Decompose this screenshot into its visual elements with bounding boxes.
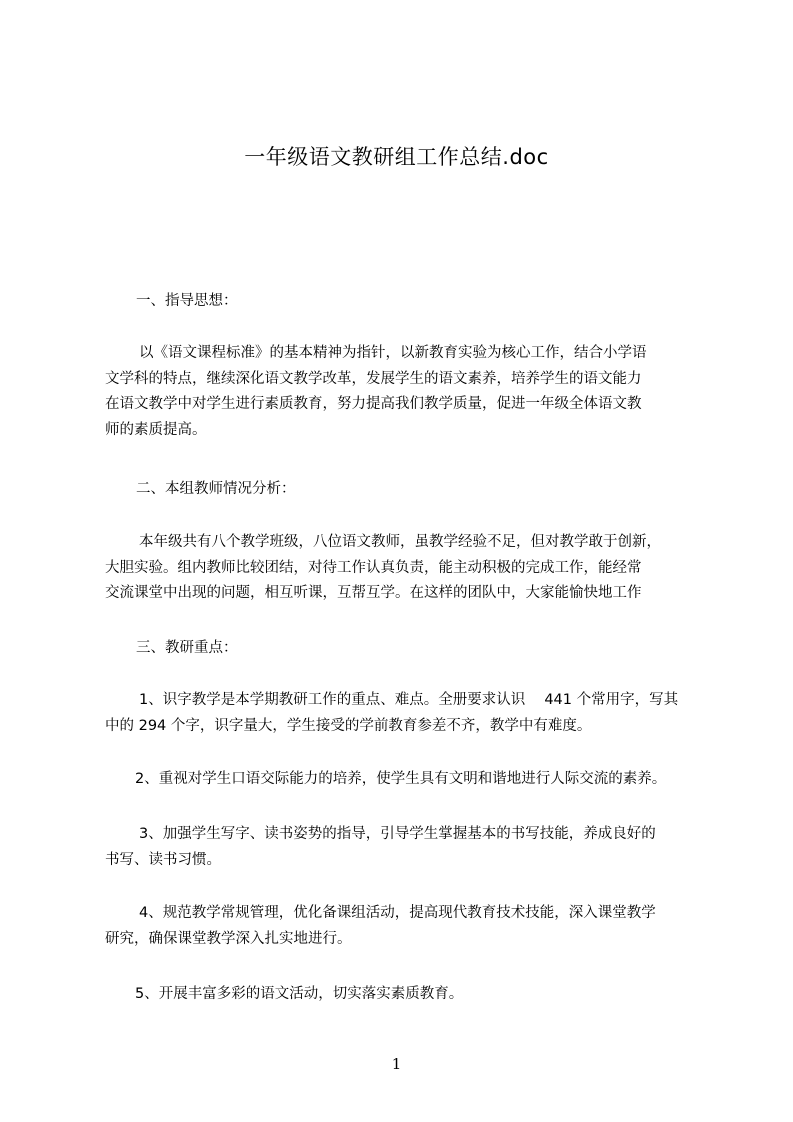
paragraph-line: 书写、读书习惯。 — [105, 851, 221, 868]
paragraph-line: 1、识字教学是本学期教研工作的重点、难点。全册要求认识 441 个常用字，写其 — [139, 692, 679, 708]
paragraph-line: 3、加强学生写字、读书姿势的指导，引导学生掌握基本的书写技能，养成良好的 — [139, 826, 656, 842]
paragraph-focus-item-1 — [105, 688, 717, 739]
section-heading-guiding-ideology: 一、指导思想： — [136, 293, 238, 309]
paragraph-line: 中的 294 个字，识字量大，学生接受的学前教育参差不齐，教学中有难度。 — [105, 717, 592, 734]
paragraph-line: 2、重视对学生口语交际能力的培养，使学生具有文明和谐地进行人际交流的素养。 — [135, 771, 667, 787]
paragraph-focus-item-3 — [105, 822, 717, 873]
paragraph-focus-item-4 — [105, 901, 717, 952]
paragraph-teacher-analysis — [105, 530, 717, 607]
page-number: 1 — [391, 1055, 402, 1073]
paragraph-line: 5、开展丰富多彩的语文活动，切实落实素质教育。 — [135, 986, 464, 1002]
paragraph-line: 在语文教学中对学生进行素质教育，努力提高我们教学质量，促进一年级全体语文教 — [105, 396, 642, 413]
section-heading-research-focus: 三、教研重点： — [136, 640, 238, 656]
document-title: 一年级语文教研组工作总结.doc — [244, 145, 549, 169]
paragraph-line: 大胆实验。组内教师比较团结，对待工作认真负责，能主动积极的完成工作，能经常 — [105, 559, 642, 576]
paragraph-focus-item-2 — [105, 767, 717, 793]
paragraph-line: 研究，确保课堂教学深入扎实地进行。 — [105, 930, 352, 947]
paragraph-line: 以《语文课程标准》的基本精神为指针，以新教育实验为核心工作，结合小学语 — [139, 345, 647, 361]
paragraph-line: 4、规范教学常规管理，优化备课组活动，提高现代教育技术技能，深入课堂教学 — [139, 905, 656, 921]
section-heading-teacher-analysis: 二、本组教师情况分析： — [136, 481, 296, 497]
paragraph-line: 文学科的特点，继续深化语文教学改革，发展学生的语文素养，培养学生的语文能力 — [105, 370, 642, 387]
paragraph-focus-item-5 — [105, 982, 717, 1008]
paragraph-line: 本年级共有八个教学班级，八位语文教师，虽教学经验不足，但对教学敢于创新， — [139, 534, 661, 550]
paragraph-guiding-ideology — [105, 341, 717, 443]
paragraph-line: 交流课堂中出现的问题，相互听课，互帮互学。在这样的团队中，大家能愉快地工作 — [105, 585, 642, 602]
paragraph-line: 师的素质提高。 — [105, 421, 207, 438]
